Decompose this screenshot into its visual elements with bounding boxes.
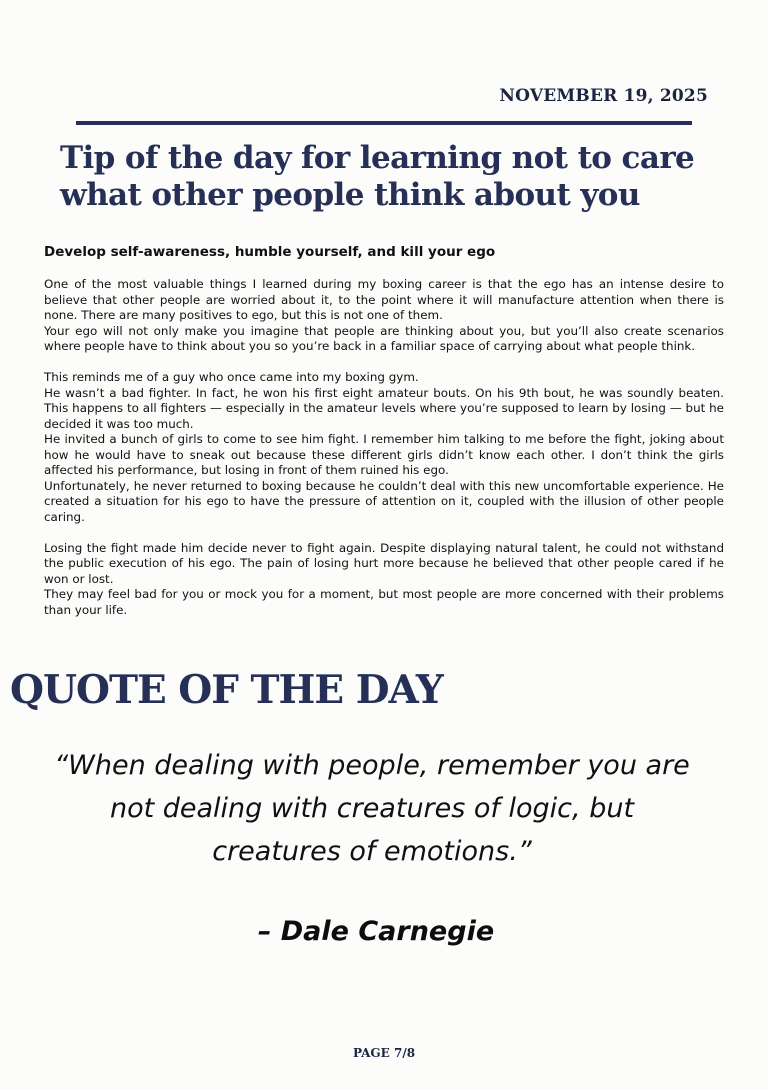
article-body <box>44 277 724 618</box>
paragraph: He invited a bunch of girls to come to see him fight. I remember him talking to me before the fight, joking about how he would have to sneak out because these different girls didn’t know each other. I don’t think the girls affected his performance, but losing in front of them ruined his ego. <box>44 432 724 477</box>
paragraph: Unfortunately, he never returned to boxing because he couldn’t deal with this new uncomfortable experience. He created a situation for his ego to have the pressure of attention on it, coupled with the illusion of other people caring. <box>44 478 724 524</box>
paragraph: They may feel bad for you or mock you for a moment, but most people are more concerned with their problems than your life. <box>44 587 724 617</box>
date: NOVEMBER 19, 2025 <box>499 86 708 106</box>
paragraph: He wasn’t a bad fighter. In fact, he won his first eight amateur bouts. On his 9th bout, he was soundly beaten. This happens to all fighters — especially in the amateur levels where you’re supposed to learn by losing — but he decided it was too much. <box>44 385 724 431</box>
paragraph-gap <box>44 355 724 371</box>
paragraph: Your ego will not only make you imagine that people are thinking about you, but you’ll also create scenarios where people have to think about you so you’re back in a familiar space of carrying about what people think. <box>44 323 724 353</box>
article-subheading: Develop self-awareness, humble yourself, and kill your ego <box>44 244 496 260</box>
quote-heading: QUOTE OF THE DAY <box>10 667 443 713</box>
quote-author: – Dale Carnegie <box>257 916 495 947</box>
paragraph: Losing the fight made him decide never to fight again. Despite displaying natural talent, he could not withstand the public execution of his ego. The pain of losing hurt more because he believed that other people cared if he won or lost. <box>44 540 724 586</box>
paragraph: One of the most valuable things I learned during my boxing career is that the ego has an intense desire to believe that other people are worried about it, to the point where it will manufacture attention when there is none. There are many positives to ego, but this is not one of them. <box>44 277 724 322</box>
paragraph-gap <box>44 525 724 541</box>
header-divider <box>76 121 692 125</box>
paragraph: This reminds me of a guy who once came into my boxing gym. <box>44 370 419 384</box>
article-title: Tip of the day for learning not to care what other people think about you <box>60 140 695 213</box>
quote-text: “When dealing with people, remember you are not dealing with creatures of logic, but creatures of emotions.” <box>54 750 690 867</box>
page-number: PAGE 7/8 <box>352 1046 416 1060</box>
